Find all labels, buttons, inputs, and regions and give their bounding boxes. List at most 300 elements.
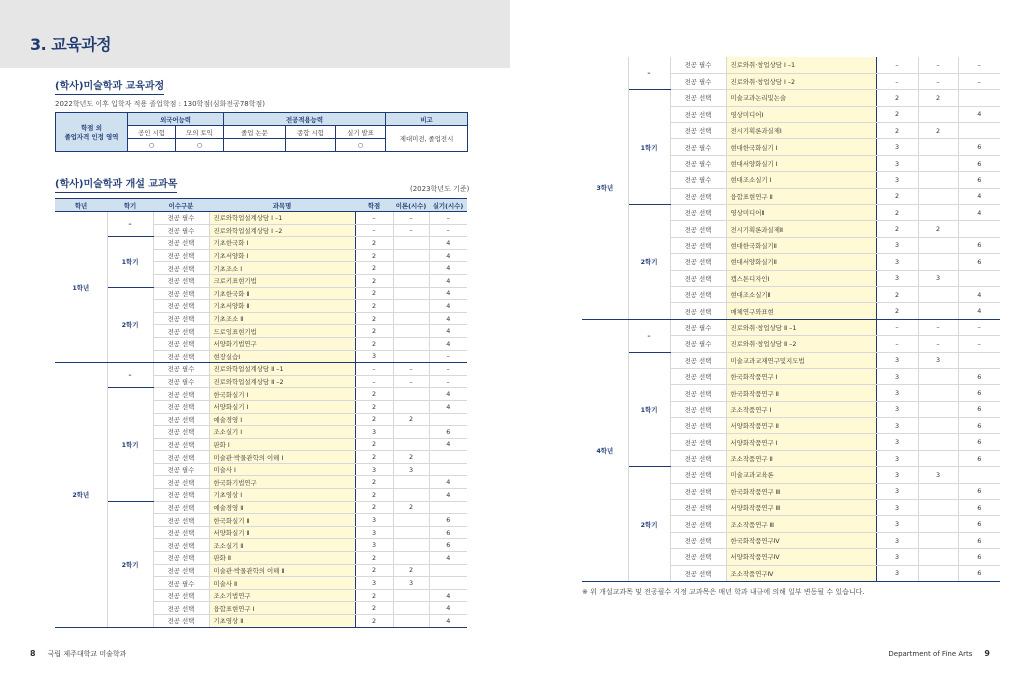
theory-cell: [393, 337, 429, 350]
type-cell: 전공 선택: [153, 489, 209, 502]
name-cell: 한국화기법연구: [209, 476, 355, 489]
name-cell: 판화 Ⅰ: [209, 438, 355, 451]
type-cell: 전공 필수: [670, 155, 726, 171]
credit-cell: 3: [876, 254, 918, 270]
type-cell: 전공 선택: [153, 337, 209, 350]
practice-cell: 6: [958, 549, 1000, 565]
course-table-right: [582, 57, 1000, 582]
type-cell: 전공 필수: [153, 375, 209, 388]
practice-cell: [429, 413, 467, 426]
theory-cell: [918, 188, 958, 204]
header-practice: 실기(시수): [429, 199, 467, 212]
theory-cell: [918, 385, 958, 401]
theory-cell: 2: [393, 564, 429, 577]
practice-cell: [958, 90, 1000, 106]
practice-cell: 4: [429, 552, 467, 565]
theory-cell: [393, 300, 429, 313]
footer-left-text: 국립 제주대학교 미술학과: [47, 650, 127, 658]
practice-cell: 6: [958, 565, 1000, 581]
credit-cell: 3: [876, 500, 918, 516]
type-cell: 전공 선택: [670, 90, 726, 106]
credit-cell: 2: [355, 489, 393, 502]
grad-mark: ○: [128, 139, 176, 152]
grad-col-header: 실기 발표: [336, 126, 386, 139]
credit-cell: 2: [876, 303, 918, 319]
table-row: [582, 352, 1000, 368]
type-cell: 전공 선택: [670, 532, 726, 548]
credits-note: 2022학년도 이후 입학자 적용 졸업학점 : 130학점(심화전공78학점): [55, 100, 266, 108]
name-cell: 진로와취·창업상담 Ⅰ –1: [726, 57, 876, 73]
theory-cell: [918, 286, 958, 302]
header-type: 이수구분: [153, 199, 209, 212]
practice-cell: [958, 221, 1000, 237]
theory-cell: [918, 172, 958, 188]
type-cell: 전공 선택: [153, 514, 209, 527]
practice-cell: 4: [429, 287, 467, 300]
credit-cell: 3: [355, 514, 393, 527]
theory-cell: –: [393, 363, 429, 376]
course-basis: (2023학년도 기준): [410, 185, 470, 193]
type-cell: 전공 선택: [153, 300, 209, 313]
practice-cell: 6: [958, 434, 1000, 450]
type-cell: 전공 선택: [670, 254, 726, 270]
practice-cell: [429, 564, 467, 577]
credit-cell: 3: [876, 139, 918, 155]
credit-cell: 3: [876, 418, 918, 434]
theory-cell: [918, 139, 958, 155]
credit-cell: –: [876, 336, 918, 352]
theory-cell: [918, 549, 958, 565]
theory-cell: [918, 237, 958, 253]
type-cell: 전공 선택: [153, 451, 209, 464]
grad-row-label-2: 졸업자격 인정 영역: [64, 133, 119, 141]
practice-cell: 4: [429, 237, 467, 250]
name-cell: 현장실습Ⅰ: [209, 350, 355, 363]
term-cell: 1학기: [628, 90, 670, 205]
table-row: [582, 90, 1000, 106]
name-cell: 현대한국화실기Ⅱ: [726, 237, 876, 253]
table-row: [55, 212, 467, 225]
name-cell: 현대서양화실기 Ⅰ: [726, 155, 876, 171]
credit-cell: 2: [355, 615, 393, 628]
practice-cell: 6: [958, 401, 1000, 417]
name-cell: 한국화작품연구 Ⅱ: [726, 385, 876, 401]
type-cell: 전공 필수: [153, 363, 209, 376]
credit-cell: 2: [876, 106, 918, 122]
theory-cell: 2: [393, 501, 429, 514]
theory-cell: [393, 249, 429, 262]
theory-cell: [393, 262, 429, 275]
name-cell: 서양화실기 Ⅱ: [209, 526, 355, 539]
name-cell: 한국화작품연구 Ⅲ: [726, 483, 876, 499]
theory-cell: [918, 434, 958, 450]
type-cell: 전공 선택: [670, 467, 726, 483]
practice-cell: 6: [958, 500, 1000, 516]
type-cell: 전공 필수: [153, 577, 209, 590]
practice-cell: 6: [958, 139, 1000, 155]
credit-cell: 2: [355, 325, 393, 338]
theory-cell: [393, 539, 429, 552]
name-cell: 조소실기 Ⅱ: [209, 539, 355, 552]
type-cell: 전공 선택: [670, 368, 726, 384]
name-cell: 조소작품연구 Ⅱ: [726, 450, 876, 466]
type-cell: 전공 필수: [670, 336, 726, 352]
type-cell: 전공 선택: [670, 106, 726, 122]
practice-cell: 6: [429, 514, 467, 527]
name-cell: 조소작품연구Ⅳ: [726, 565, 876, 581]
theory-cell: [393, 350, 429, 363]
name-cell: 기초한국화 Ⅱ: [209, 287, 355, 300]
credit-cell: 2: [355, 337, 393, 350]
grad-remark: 제대미전, 졸업전시: [386, 126, 468, 152]
practice-cell: 4: [429, 615, 467, 628]
term-cell: –: [107, 212, 153, 237]
type-cell: 전공 선택: [153, 249, 209, 262]
grad-col-header: 졸업 논문: [224, 126, 286, 139]
theory-cell: 3: [393, 577, 429, 590]
theory-cell: 3: [918, 270, 958, 286]
name-cell: 기초서양화 Ⅱ: [209, 300, 355, 313]
theory-cell: 2: [918, 221, 958, 237]
credit-cell: 3: [355, 463, 393, 476]
footer-right: [888, 649, 990, 658]
credit-cell: 2: [355, 237, 393, 250]
grad-group-foreign: 외국어능력: [128, 113, 224, 126]
practice-cell: 4: [429, 325, 467, 338]
course-table-left: [55, 198, 467, 628]
theory-cell: [393, 489, 429, 502]
table-row: [582, 205, 1000, 221]
course-title: (학사)미술학과 개설 교과목: [55, 175, 177, 190]
name-cell: 영상미디어Ⅱ: [726, 205, 876, 221]
practice-cell: [958, 352, 1000, 368]
type-cell: 전공 선택: [153, 526, 209, 539]
header-credit: 학점: [355, 199, 393, 212]
term-cell: 1학기: [628, 352, 670, 467]
name-cell: 영상미디어Ⅰ: [726, 106, 876, 122]
theory-cell: [918, 303, 958, 319]
type-cell: 전공 선택: [153, 262, 209, 275]
year-cell: 2학년: [55, 363, 107, 627]
credit-cell: 3: [355, 539, 393, 552]
credit-cell: 2: [355, 413, 393, 426]
practice-cell: 4: [429, 262, 467, 275]
credit-cell: –: [355, 363, 393, 376]
type-cell: 전공 선택: [670, 434, 726, 450]
practice-cell: –: [958, 57, 1000, 73]
practice-cell: –: [429, 363, 467, 376]
type-cell: 전공 선택: [153, 552, 209, 565]
name-cell: 조소작품연구 Ⅲ: [726, 516, 876, 532]
theory-cell: [393, 514, 429, 527]
name-cell: 진로와학업설계상담 Ⅱ –2: [209, 375, 355, 388]
practice-cell: 6: [958, 172, 1000, 188]
credit-cell: –: [355, 224, 393, 237]
credit-cell: 3: [876, 483, 918, 499]
theory-cell: [918, 155, 958, 171]
type-cell: 전공 필수: [153, 463, 209, 476]
header-name: 과목명: [209, 199, 355, 212]
credit-cell: 2: [355, 300, 393, 313]
theory-cell: 3: [918, 352, 958, 368]
credit-cell: 2: [355, 552, 393, 565]
theory-cell: –: [918, 73, 958, 89]
credit-cell: 3: [876, 549, 918, 565]
type-cell: 전공 선택: [153, 287, 209, 300]
table-row: [55, 388, 467, 401]
grad-col-header: 모의 토익: [176, 126, 224, 139]
type-cell: 전공 선택: [670, 303, 726, 319]
type-cell: 전공 선택: [670, 401, 726, 417]
type-cell: 전공 선택: [670, 516, 726, 532]
name-cell: 기초한국화 Ⅰ: [209, 237, 355, 250]
practice-cell: –: [429, 350, 467, 363]
name-cell: 예술경영 Ⅰ: [209, 413, 355, 426]
practice-cell: 4: [429, 400, 467, 413]
practice-cell: –: [958, 319, 1000, 335]
table-row: [55, 363, 467, 376]
theory-cell: [918, 368, 958, 384]
type-cell: 전공 선택: [153, 589, 209, 602]
credit-cell: 2: [876, 286, 918, 302]
practice-cell: 6: [958, 532, 1000, 548]
type-cell: 전공 선택: [153, 325, 209, 338]
practice-cell: [958, 270, 1000, 286]
practice-cell: 4: [958, 106, 1000, 122]
theory-cell: –: [918, 336, 958, 352]
credit-cell: 3: [355, 350, 393, 363]
type-cell: 전공 선택: [670, 418, 726, 434]
name-cell: 판화 Ⅱ: [209, 552, 355, 565]
credit-cell: 2: [876, 221, 918, 237]
name-cell: 드로잉표현기법: [209, 325, 355, 338]
name-cell: 서양화작품연구 Ⅰ: [726, 434, 876, 450]
type-cell: 전공 선택: [153, 539, 209, 552]
theory-cell: –: [393, 375, 429, 388]
practice-cell: 4: [429, 388, 467, 401]
name-cell: 미술교과교재연구및지도법: [726, 352, 876, 368]
theory-cell: 3: [918, 467, 958, 483]
name-cell: 조소작품연구 Ⅰ: [726, 401, 876, 417]
credit-cell: –: [355, 212, 393, 225]
practice-cell: 4: [958, 205, 1000, 221]
practice-cell: 6: [958, 237, 1000, 253]
practice-cell: 6: [958, 385, 1000, 401]
theory-cell: [393, 589, 429, 602]
type-cell: 전공 선택: [153, 476, 209, 489]
name-cell: 현대한국화실기 Ⅰ: [726, 139, 876, 155]
curriculum-title: (학사)미술학과 교육과정: [55, 77, 164, 92]
credit-cell: –: [876, 73, 918, 89]
name-cell: 미술사 Ⅱ: [209, 577, 355, 590]
type-cell: 전공 선택: [153, 274, 209, 287]
type-cell: 전공 선택: [153, 615, 209, 628]
credit-cell: 3: [876, 565, 918, 581]
header-year: 학년: [55, 199, 107, 212]
theory-cell: [393, 388, 429, 401]
credit-cell: –: [876, 319, 918, 335]
grad-row-label-1: 학점 외: [81, 124, 102, 132]
credit-cell: 2: [355, 602, 393, 615]
grad-group-remark: 비고: [386, 113, 468, 126]
theory-cell: 2: [393, 451, 429, 464]
credit-cell: 2: [355, 262, 393, 275]
theory-cell: [393, 325, 429, 338]
theory-cell: [393, 602, 429, 615]
name-cell: 한국화작품연구Ⅳ: [726, 532, 876, 548]
type-cell: 전공 선택: [670, 352, 726, 368]
name-cell: 크로키표현기법: [209, 274, 355, 287]
theory-cell: [918, 565, 958, 581]
name-cell: 기초영상 Ⅰ: [209, 489, 355, 502]
name-cell: 진로와학업설계상담 Ⅰ –1: [209, 212, 355, 225]
practice-cell: [429, 501, 467, 514]
type-cell: 전공 선택: [670, 237, 726, 253]
footnote: ※ 위 개설교과목 및 전공필수 지정 교과목은 매년 학과 내규에 의해 일부 변동될 수 있습니다.: [582, 588, 865, 596]
table-row: [582, 467, 1000, 483]
credit-cell: 3: [876, 155, 918, 171]
theory-cell: [918, 254, 958, 270]
practice-cell: 4: [429, 602, 467, 615]
section-title: 3. 교육과정: [30, 35, 112, 54]
type-cell: 전공 선택: [153, 438, 209, 451]
credit-cell: –: [355, 375, 393, 388]
year-cell: 3학년: [582, 57, 628, 319]
name-cell: 캡스톤디자인Ⅰ: [726, 270, 876, 286]
type-cell: 전공 선택: [153, 312, 209, 325]
theory-cell: [393, 438, 429, 451]
practice-cell: 6: [958, 254, 1000, 270]
type-cell: 전공 필수: [153, 212, 209, 225]
theory-cell: [393, 274, 429, 287]
practice-cell: 6: [958, 155, 1000, 171]
name-cell: 현대서양화실기Ⅱ: [726, 254, 876, 270]
credit-cell: 2: [355, 400, 393, 413]
practice-cell: –: [958, 336, 1000, 352]
theory-cell: [393, 526, 429, 539]
theory-cell: [393, 615, 429, 628]
name-cell: 서양화작품연구Ⅳ: [726, 549, 876, 565]
practice-cell: 4: [429, 489, 467, 502]
type-cell: 전공 필수: [153, 224, 209, 237]
practice-cell: 4: [429, 337, 467, 350]
practice-cell: 4: [958, 303, 1000, 319]
type-cell: 전공 선택: [153, 400, 209, 413]
term-cell: 2학기: [628, 205, 670, 320]
name-cell: 예술경영 Ⅱ: [209, 501, 355, 514]
credit-cell: 3: [876, 237, 918, 253]
term-cell: –: [628, 57, 670, 90]
type-cell: 전공 선택: [153, 388, 209, 401]
type-cell: 전공 선택: [670, 221, 726, 237]
practice-cell: 6: [429, 426, 467, 439]
credit-cell: 2: [876, 123, 918, 139]
practice-cell: [958, 467, 1000, 483]
type-cell: 전공 선택: [670, 270, 726, 286]
name-cell: 미술교과교육론: [726, 467, 876, 483]
theory-cell: –: [393, 224, 429, 237]
grad-mark: ○: [336, 139, 386, 152]
credit-cell: 2: [355, 388, 393, 401]
grad-mark: ○: [176, 139, 224, 152]
credit-cell: 2: [355, 249, 393, 262]
practice-cell: –: [429, 224, 467, 237]
credit-cell: 3: [876, 450, 918, 466]
practice-cell: –: [429, 212, 467, 225]
name-cell: 서양화작품연구 Ⅱ: [726, 418, 876, 434]
theory-cell: [918, 401, 958, 417]
practice-cell: –: [958, 73, 1000, 89]
practice-cell: 4: [958, 286, 1000, 302]
term-cell: 2학기: [107, 287, 153, 363]
practice-cell: 6: [958, 450, 1000, 466]
credit-cell: 2: [876, 188, 918, 204]
credit-cell: 2: [355, 287, 393, 300]
theory-cell: [393, 426, 429, 439]
theory-cell: [918, 450, 958, 466]
name-cell: 서양화기법연구: [209, 337, 355, 350]
credit-cell: 3: [876, 172, 918, 188]
name-cell: 진로와취·창업상담 Ⅱ –1: [726, 319, 876, 335]
table-row: [582, 57, 1000, 73]
name-cell: 서양화실기 Ⅰ: [209, 400, 355, 413]
name-cell: 전시기획론과실제Ⅰ: [726, 123, 876, 139]
credit-cell: 2: [355, 589, 393, 602]
footer-left: [30, 649, 126, 659]
name-cell: 진로와학업설계상담 Ⅰ –2: [209, 224, 355, 237]
name-cell: 전시기획론과실제Ⅱ: [726, 221, 876, 237]
credit-cell: 2: [355, 564, 393, 577]
theory-cell: 2: [918, 123, 958, 139]
practice-cell: [429, 451, 467, 464]
credit-cell: 3: [355, 426, 393, 439]
credit-cell: 3: [876, 532, 918, 548]
name-cell: 기초서양화 Ⅰ: [209, 249, 355, 262]
name-cell: 기초영상 Ⅱ: [209, 615, 355, 628]
type-cell: 전공 선택: [670, 205, 726, 221]
name-cell: 조소기법연구: [209, 589, 355, 602]
credit-cell: 3: [876, 467, 918, 483]
page-number-left: 8: [30, 649, 36, 658]
theory-cell: [918, 205, 958, 221]
theory-cell: [393, 237, 429, 250]
name-cell: 한국화작품연구 Ⅰ: [726, 368, 876, 384]
credit-cell: 2: [355, 274, 393, 287]
table-row: [55, 237, 467, 250]
theory-cell: [918, 516, 958, 532]
term-cell: –: [107, 363, 153, 388]
name-cell: 현대조소실기 Ⅰ: [726, 172, 876, 188]
type-cell: 전공 선택: [670, 188, 726, 204]
name-cell: 매체연구와표현: [726, 303, 876, 319]
grad-mark: [224, 139, 286, 152]
type-cell: 전공 선택: [153, 237, 209, 250]
table-row: [582, 319, 1000, 335]
theory-cell: 2: [918, 90, 958, 106]
header-theory: 이론(시수): [393, 199, 429, 212]
type-cell: 전공 선택: [670, 500, 726, 516]
practice-cell: 4: [429, 249, 467, 262]
credit-cell: 3: [355, 526, 393, 539]
theory-cell: [393, 552, 429, 565]
name-cell: 기초조소 Ⅰ: [209, 262, 355, 275]
table-row: [55, 501, 467, 514]
practice-cell: 4: [429, 438, 467, 451]
type-cell: 전공 선택: [670, 385, 726, 401]
credit-cell: –: [876, 57, 918, 73]
year-cell: 4학년: [582, 319, 628, 581]
graduation-table: [55, 112, 468, 152]
